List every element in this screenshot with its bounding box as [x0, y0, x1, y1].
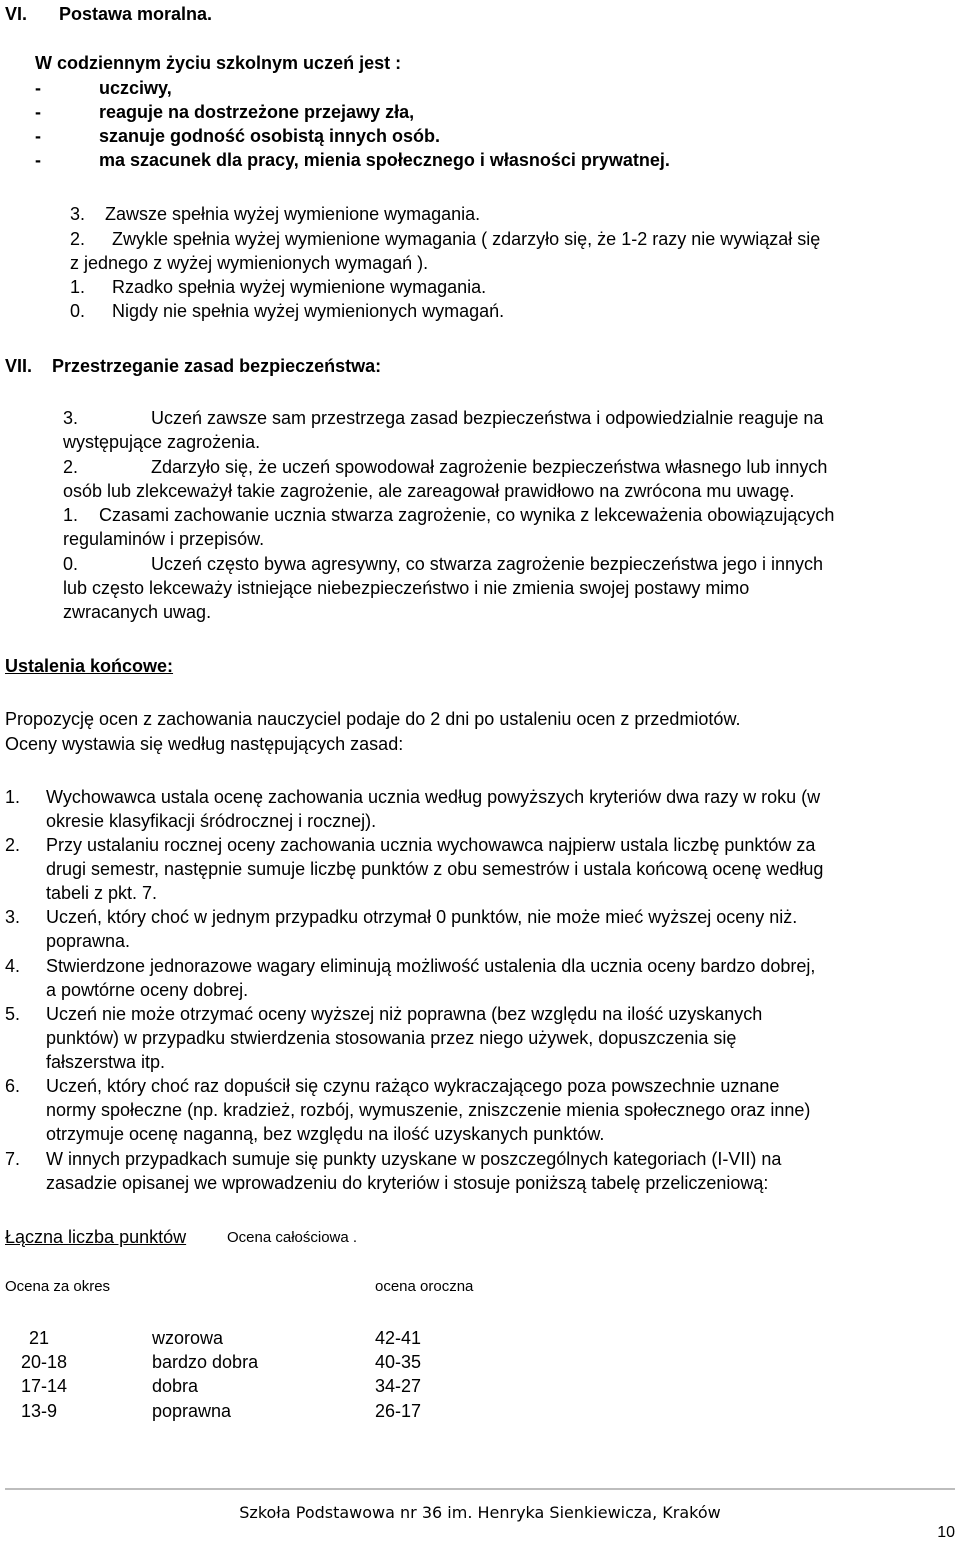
section-number: VII.: [5, 356, 33, 376]
rule-number: 4.: [5, 956, 21, 976]
section-title: Przestrzeganie zasad bezpieczeństwa:: [52, 356, 382, 376]
grade-text: Zawsze spełnia wyżej wymienione wymagania.: [105, 204, 481, 224]
bullet-text: uczciwy,: [99, 78, 172, 98]
table-cell: bardzo dobra: [152, 1352, 259, 1372]
table-cell: dobra: [152, 1376, 199, 1396]
table-cell: poprawna: [152, 1401, 232, 1421]
rule-text: zasadzie opisanej we wprowadzeniu do kryteriów i stosuje poniższą tabelę przeliczeniową:: [46, 1173, 769, 1193]
table-cell: wzorowa: [152, 1328, 224, 1348]
rule-number: 1.: [5, 787, 21, 807]
rule-number: 6.: [5, 1076, 21, 1096]
page-number: 10: [937, 1524, 955, 1541]
bullet-dash: -: [35, 102, 41, 122]
grade-text: Zwykle spełnia wyżej wymienione wymagania ( zdarzyło się, że 1-2 razy nie wywiązał się: [112, 229, 821, 249]
table-cell: 17-14: [21, 1376, 68, 1396]
bullet-dash: -: [35, 78, 41, 98]
grade-number: 3.: [70, 204, 86, 224]
rule-text: normy społeczne (np. kradzież, rozbój, wymuszenie, zniszczenie mienia społecznego oraz inne): [46, 1100, 811, 1120]
safety-text: lub często lekceważy istniejące niebezpieczeństwo i nie zmienia swojej postawy mimo: [63, 578, 750, 598]
safety-number: 1.: [63, 505, 79, 525]
safety-number: 2.: [63, 457, 79, 477]
rule-text: Stwierdzone jednorazowe wagary eliminują możliwość ustalenia dla ucznia oceny bardzo dobrej,: [46, 956, 816, 976]
section-title: Postawa moralna.: [59, 4, 213, 24]
rule-text: drugi semestr, następnie sumuje liczbę punktów z obu semestrów i ustala końcową ocenę według: [46, 859, 824, 879]
section-number: VI.: [5, 4, 28, 24]
rule-text: Uczeń, który choć raz dopuścił się czynu rażąco wykraczającego poza powszechnie uznane: [46, 1076, 780, 1096]
rule-text: punktów) w przypadku stwierdzenia stosowania przez niego używek, dopuszczenia się: [46, 1028, 737, 1048]
footer-divider: [5, 1488, 955, 1490]
grade-number: 0.: [70, 301, 86, 321]
footer-text: Szkoła Podstawowa nr 36 im. Henryka Sienkiewicza, Kraków: [239, 1503, 721, 1522]
table-cell: 42-41: [375, 1328, 422, 1348]
safety-text: Zdarzyło się, że uczeń spowodował zagrożenie bezpieczeństwa własnego lub innych: [151, 457, 828, 477]
grade-text: Rzadko spełnia wyżej wymienione wymagania.: [112, 277, 487, 297]
grade-text: Nigdy nie spełnia wyżej wymienionych wymagań.: [112, 301, 505, 321]
final-intro-line: Propozycję ocen z zachowania nauczyciel podaje do 2 dni po ustaleniu ocen z przedmiotów.: [5, 709, 741, 729]
bullet-dash: -: [35, 150, 41, 170]
table-heading: Łączna liczba punktów: [5, 1227, 187, 1247]
bullet-text: ma szacunek dla pracy, mienia społecznego i własności prywatnej.: [99, 150, 670, 170]
safety-text: regulaminów i przepisów.: [63, 529, 265, 549]
table-column-header: ocena oroczna: [375, 1278, 474, 1295]
safety-number: 3.: [63, 408, 79, 428]
grade-number: 1.: [70, 277, 86, 297]
safety-text: Uczeń zawsze sam przestrzega zasad bezpieczeństwa i odpowiedzialnie reaguje na: [151, 408, 824, 428]
table-cell: 34-27: [375, 1376, 422, 1396]
grade-number: 2.: [70, 229, 86, 249]
safety-number: 0.: [63, 554, 79, 574]
rule-text: poprawna.: [46, 931, 131, 951]
safety-text: występujące zagrożenia.: [63, 432, 261, 452]
rule-text: tabeli z pkt. 7.: [46, 883, 158, 903]
rule-text: a powtórne oceny dobrej.: [46, 980, 249, 1000]
rule-text: otrzymuje ocenę naganną, bez względu na ilość uzyskanych punktów.: [46, 1124, 605, 1144]
rule-text: Uczeń nie może otrzymać oceny wyższej niż poprawna (bez względu na ilość uzyskanych: [46, 1004, 763, 1024]
safety-text: osób lub zlekceważył takie zagrożenie, ale zareagował prawidłowo na zwrócona mu uwagę.: [63, 481, 795, 501]
rule-text: Uczeń, który choć w jednym przypadku otrzymał 0 punktów, nie może mieć wyższej oceny niż.: [46, 907, 798, 927]
table-cell: 21: [29, 1328, 50, 1348]
safety-text: Czasami zachowanie ucznia stwarza zagrożenie, co wynika z lekceważenia obowiązujących: [99, 505, 835, 525]
rule-text: okresie klasyfikacji śródrocznej i rocznej).: [46, 811, 377, 831]
table-subheading: Ocena całościowa .: [227, 1229, 358, 1246]
bullet-text: reaguje na dostrzeżone przejawy zła,: [99, 102, 415, 122]
rule-number: 7.: [5, 1149, 21, 1169]
rule-text: W innych przypadkach sumuje się punkty uzyskane w poszczególnych kategoriach (I-VII) na: [46, 1149, 782, 1169]
safety-text: Uczeń często bywa agresywny, co stwarza zagrożenie bezpieczeństwa jego i innych: [151, 554, 823, 574]
bullet-dash: -: [35, 126, 41, 146]
section-intro: W codziennym życiu szkolnym uczeń jest :: [35, 53, 402, 73]
final-intro-line: Oceny wystawia się według następujących zasad:: [5, 734, 404, 754]
safety-text: zwracanych uwag.: [63, 602, 212, 622]
table-cell: 20-18: [21, 1352, 68, 1372]
rule-number: 2.: [5, 835, 21, 855]
rule-text: fałszerstwa itp.: [46, 1052, 166, 1072]
table-cell: 13-9: [21, 1401, 58, 1421]
rule-number: 3.: [5, 907, 21, 927]
bullet-text: szanuje godność osobistą innych osób.: [99, 126, 441, 146]
rule-number: 5.: [5, 1004, 21, 1024]
table-cell: 26-17: [375, 1401, 422, 1421]
table-cell: 40-35: [375, 1352, 422, 1372]
grade-text: z jednego z wyżej wymienionych wymagań ).: [70, 253, 429, 273]
table-column-header: Ocena za okres: [5, 1278, 111, 1295]
rule-text: Przy ustalaniu rocznej oceny zachowania ucznia wychowawca najpierw ustala liczbę punktów za: [46, 835, 816, 855]
final-heading: Ustalenia końcowe:: [5, 656, 174, 676]
rule-text: Wychowawca ustala ocenę zachowania ucznia według powyższych kryteriów dwa razy w roku (w: [46, 787, 821, 807]
